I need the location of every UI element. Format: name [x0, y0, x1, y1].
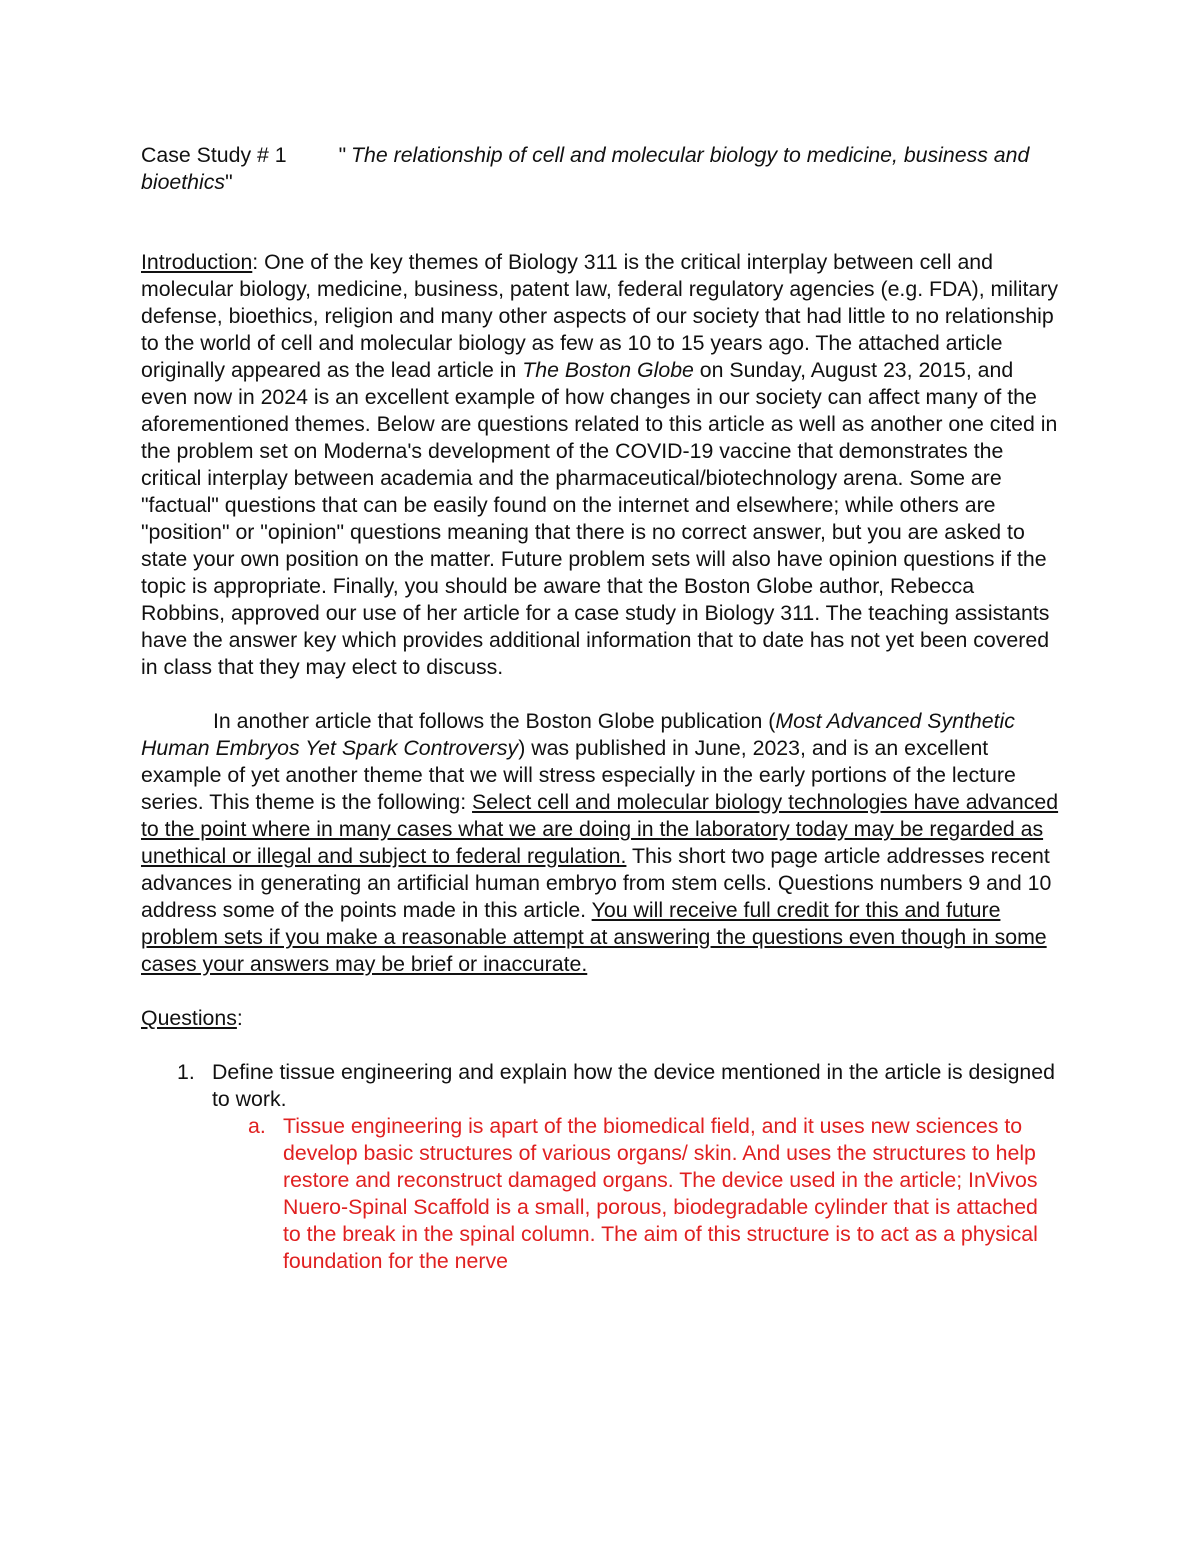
case-study-subtitle-text: The relationship of cell and molecular biology to medicine, business and bioethics: [141, 143, 1030, 194]
introduction-paragraph: [141, 249, 1061, 681]
introduction-heading: Introduction: [141, 250, 253, 274]
question-number: 1.: [177, 1060, 195, 1084]
introduction-text-2: on Sunday, August 23, 2015, and even now in 2024 is an excellent example of how changes in our society can affect many of the aforementioned themes. Below are questions related to this article as well as another one cited in the problem set on Moderna's development of the COVID-19 vaccine that demonstrates the critical interplay between academia and the pharmaceutical/biotechnology arena. Some are "factual" questions that can be easily found on the internet and elsewhere; while others are "position" or "opinion" questions meaning that there is no correct answer, but you are asked to state your own position on the matter. Future problem sets will also have opinion questions if the topic is appropriate. Finally, you should be aware that the Boston Globe author, Rebecca Robbins, approved our use of her article for a case study in Biology 311. The teaching assistants have the answer key which provides additional information that to date has not yet been covered in class that they may elect to discuss.: [141, 358, 1058, 679]
title-open-quote: ": [338, 143, 347, 167]
introduction-colon: :: [252, 250, 259, 274]
second-text-3: This short two page article addresses recent advances in generating an artificial human embryo from stem cells. Questions numbers 9 and 10 address some of the points made in this article.: [141, 844, 1052, 922]
questions-list: [141, 1059, 1061, 1275]
questions-heading: Questions: [141, 1006, 237, 1030]
theme-statement: Select cell and molecular biology technologies have advanced to the point where in many cases what we are doing in the laboratory today may be regarded as unethical or illegal and subject to federal regulation.: [141, 790, 1059, 868]
second-article-paragraph: [141, 708, 1061, 978]
case-study-label: Case Study # 1: [141, 143, 287, 167]
question-text: Define tissue engineering and explain how the device mentioned in the article is designed to work.: [212, 1060, 1055, 1111]
second-article-title: Most Advanced Synthetic Human Embryos Yet Spark Controversy: [141, 709, 1015, 760]
answer-letter: a.: [248, 1114, 266, 1138]
questions-heading-line: [141, 1005, 1061, 1032]
questions-colon: :: [236, 1006, 243, 1030]
introduction-publication: The Boston Globe: [522, 358, 694, 382]
credit-statement: You will receive full credit for this and future problem sets if you make a reasonable attempt at answering the questions even though in some cases your answers may be brief or inaccurate.: [141, 898, 1047, 976]
second-text-2: ) was published in June, 2023, and is an excellent example of yet another theme that we will stress especially in the early portions of the lecture series. This theme is the following:: [141, 736, 1016, 814]
title-close-quote: ": [225, 170, 233, 194]
introduction-text-1: One of the key themes of Biology 311 is the critical interplay between cell and molecular biology, medicine, business, patent law, federal regulatory agencies (e.g. FDA), military defense, bioethics, religion and many other aspects of our society that had little to no relationship to the world of cell and molecular biology as few as 10 to 15 years ago. The attached article originally appeared as the lead article in: [141, 250, 1058, 382]
second-text-1: In another article that follows the Boston Globe publication (: [213, 709, 776, 733]
answer-item: [212, 1113, 1061, 1275]
answer-text: Tissue engineering is apart of the biomedical field, and it uses new sciences to develop basic structures of various organs/ skin. And uses the structures to help restore and reconstruct damaged organs. The device used in the article; InVivos Nuero-Spinal Scaffold is a small, porous, biodegradable cylinder that is attached to the break in the spinal column. The aim of this structure is to act as a physical foundation for the nerve: [283, 1114, 1038, 1273]
question-item: [141, 1059, 1061, 1275]
document-body: [141, 142, 1061, 1275]
